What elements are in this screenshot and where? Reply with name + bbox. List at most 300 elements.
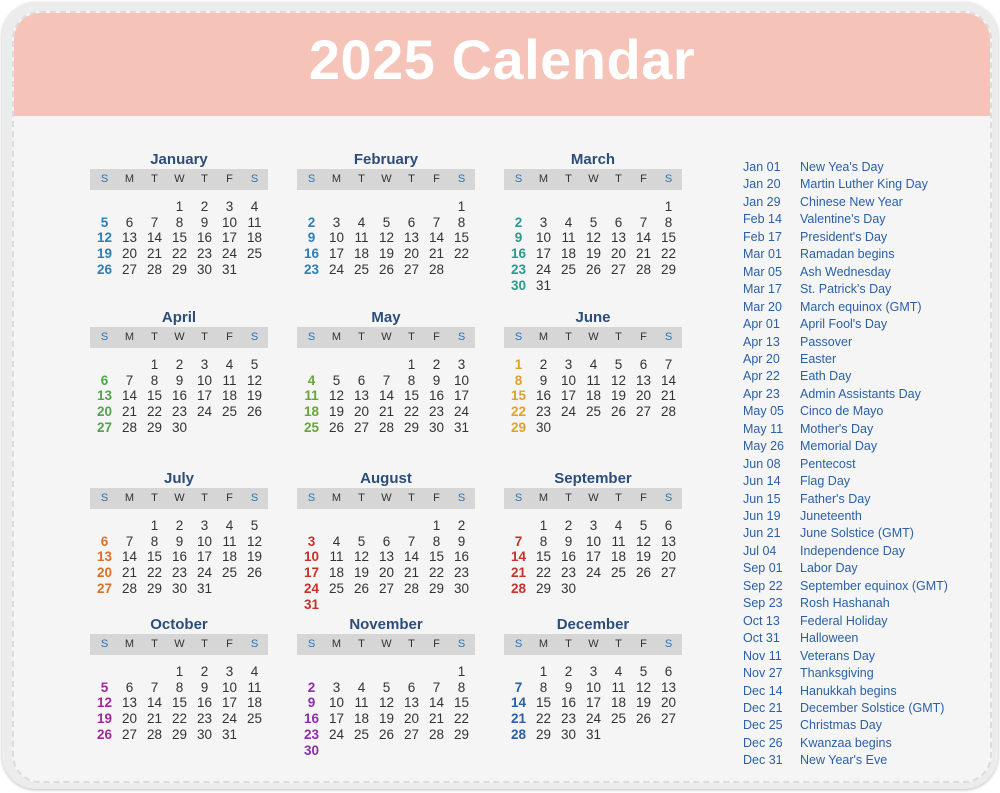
week-row [90, 404, 268, 419]
week-row [504, 199, 682, 214]
day-cell: 9 [175, 372, 184, 388]
day-cell: 24 [303, 580, 320, 596]
holiday-name: Juneteenth [800, 509, 862, 523]
weekday-label: F [433, 331, 440, 343]
day-cell: 16 [535, 388, 552, 404]
day-cell: 23 [171, 404, 188, 420]
day-cell: 4 [332, 533, 341, 549]
weekday-label: F [640, 492, 647, 504]
weekday-label: T [615, 492, 622, 504]
day-cell: 11 [222, 372, 237, 388]
day-cell: 26 [635, 711, 652, 727]
weekday-label: T [151, 173, 158, 185]
holiday-row [743, 316, 992, 333]
day-cell: 5 [250, 518, 259, 533]
calendar-surface [12, 11, 992, 783]
holiday-name: September equinox (GMT) [800, 578, 948, 593]
day-cell: 14 [121, 388, 138, 404]
day-cell: 15 [403, 388, 420, 404]
weekday-label: T [565, 492, 572, 504]
day-cell: 31 [535, 277, 552, 293]
day-cell: 25 [610, 565, 627, 581]
day-cell: 18 [560, 246, 577, 262]
month-name: July [163, 470, 194, 487]
day-cell: 19 [246, 549, 263, 565]
weekday-label: M [331, 638, 342, 650]
day-cell: 13 [96, 549, 113, 565]
day-cell: 5 [250, 357, 259, 372]
day-cell: 4 [225, 357, 234, 372]
day-cell: 20 [660, 549, 677, 565]
day-cell: 26 [378, 726, 395, 742]
holiday-row [743, 648, 992, 665]
day-cell: 30 [560, 726, 577, 742]
day-cell: 29 [146, 580, 163, 596]
weekday-label: T [615, 331, 622, 343]
week-row [504, 581, 682, 596]
day-cell: 23 [560, 711, 577, 727]
day-cell: 26 [585, 261, 602, 277]
day-cell: 28 [510, 726, 527, 742]
day-cell: 2 [175, 518, 184, 533]
day-cell: 27 [121, 726, 138, 742]
day-cell: 25 [353, 726, 370, 742]
day-cell: 3 [457, 357, 466, 372]
weekday-header [504, 327, 682, 348]
day-cell: 15 [146, 388, 163, 404]
day-cell: 27 [121, 261, 138, 277]
day-cell: 12 [328, 388, 345, 404]
day-cell: 24 [328, 726, 345, 742]
day-cell: 11 [354, 695, 369, 711]
day-cell: 28 [428, 261, 445, 277]
weekday-header [297, 327, 475, 348]
day-cell: 3 [332, 679, 341, 695]
day-cell: 9 [200, 679, 209, 695]
day-cell: 20 [96, 565, 113, 581]
holiday-row [743, 334, 992, 351]
day-cell: 2 [432, 357, 441, 372]
weekday-label: T [408, 638, 415, 650]
day-cell: 10 [585, 679, 602, 695]
holiday-name: Veterans Day [800, 648, 876, 663]
day-cell: 23 [535, 404, 552, 420]
day-cell: 3 [200, 518, 209, 533]
day-cell: 13 [353, 388, 370, 404]
weekday-label: T [408, 173, 415, 185]
day-cell: 23 [560, 565, 577, 581]
week-row [297, 727, 475, 742]
day-cell: 8 [539, 533, 548, 549]
week-row [504, 373, 682, 388]
day-cell: 9 [564, 679, 573, 695]
holiday-row [743, 613, 992, 630]
day-cell: 20 [635, 388, 652, 404]
day-cell: 23 [453, 565, 470, 581]
day-cell: 3 [589, 664, 598, 679]
day-cell: 28 [121, 580, 138, 596]
week-row [90, 215, 268, 230]
day-cell: 20 [610, 246, 627, 262]
weekday-header [90, 327, 268, 348]
day-cell: 26 [610, 404, 627, 420]
holiday-row [743, 229, 992, 246]
day-cell: 10 [560, 372, 577, 388]
day-cell: 6 [100, 533, 109, 549]
weekday-label: T [358, 492, 365, 504]
day-cell: 6 [100, 372, 109, 388]
weekday-label: M [538, 492, 549, 504]
weekday-label: M [538, 331, 549, 343]
day-cell: 6 [639, 357, 648, 372]
day-cell: 21 [378, 404, 395, 420]
day-cell: 27 [660, 565, 677, 581]
day-cell: 3 [564, 357, 573, 372]
holiday-row [743, 543, 992, 560]
day-cell: 27 [403, 726, 420, 742]
weekday-label: W [588, 173, 599, 185]
holiday-name: June Solstice (GMT) [800, 526, 914, 541]
day-cell: 8 [150, 533, 159, 549]
holiday-row [743, 211, 992, 228]
day-cell: 19 [378, 246, 395, 262]
day-cell: 30 [535, 419, 552, 435]
day-cell: 11 [222, 533, 237, 549]
week-row [504, 357, 682, 372]
day-cell: 16 [171, 388, 188, 404]
day-cell: 7 [664, 357, 673, 372]
week-row [297, 404, 475, 419]
day-cell: 8 [407, 372, 416, 388]
day-cell: 14 [428, 230, 445, 246]
day-cell: 28 [428, 726, 445, 742]
mouse-pad [2, 2, 998, 789]
day-cell: 1 [150, 357, 159, 372]
day-cell: 7 [407, 533, 416, 549]
day-cell: 11 [611, 533, 626, 549]
day-cell: 17 [303, 565, 320, 581]
day-cell: 30 [560, 580, 577, 596]
day-cell: 6 [125, 679, 134, 695]
holiday-name: Ash Wednesday [800, 264, 891, 279]
day-cell: 18 [246, 695, 263, 711]
calendar-title: 2025 Calendar [308, 28, 696, 91]
weekday-label: T [565, 638, 572, 650]
day-cell: 3 [225, 664, 234, 679]
day-cell: 17 [453, 388, 470, 404]
month-name: October [150, 616, 208, 633]
month-name: March [570, 151, 616, 168]
day-cell: 15 [453, 695, 470, 711]
day-cell: 22 [660, 246, 677, 262]
weekday-label: W [588, 331, 599, 343]
holiday-name: Pentecost [800, 456, 856, 471]
holiday-name: Ramadan begins [800, 247, 895, 262]
day-cell: 27 [353, 419, 370, 435]
holiday-name: New Yea's Day [800, 160, 884, 174]
day-cell: 17 [221, 230, 238, 246]
day-cell: 2 [564, 664, 573, 679]
day-cell: 23 [171, 565, 188, 581]
weekday-label: T [151, 492, 158, 504]
day-cell: 1 [432, 518, 441, 533]
week-row [504, 246, 682, 261]
week-row [90, 246, 268, 261]
weekday-label: S [664, 638, 673, 650]
week-row [504, 664, 682, 679]
day-cell: 22 [171, 711, 188, 727]
week-row [90, 711, 268, 726]
holiday-row [743, 717, 992, 734]
day-cell: 2 [200, 664, 209, 679]
day-cell: 15 [535, 549, 552, 565]
day-cell: 25 [353, 261, 370, 277]
day-cell: 13 [660, 679, 677, 695]
week-row [90, 420, 268, 435]
day-cell: 6 [664, 664, 673, 679]
holiday-date: May 05 [743, 404, 784, 419]
weekday-label: T [358, 638, 365, 650]
weekday-label: S [664, 331, 673, 343]
day-cell: 15 [510, 388, 527, 404]
month-name: April [161, 309, 197, 326]
weekday-label: M [331, 173, 342, 185]
day-cell: 12 [246, 372, 263, 388]
holiday-row [743, 456, 992, 473]
weekday-label: W [174, 173, 185, 185]
holiday-date: Mar 20 [743, 299, 782, 314]
day-cell: 28 [378, 419, 395, 435]
week-row [90, 695, 268, 710]
day-cell: 8 [150, 372, 159, 388]
weekday-label: T [201, 331, 208, 343]
day-cell: 29 [660, 261, 677, 277]
day-cell: 29 [453, 726, 470, 742]
day-cell: 1 [175, 664, 184, 679]
holiday-date: Feb 17 [743, 229, 782, 244]
weekday-label: M [124, 331, 135, 343]
day-cell: 5 [614, 357, 623, 372]
day-cell: 1 [457, 199, 466, 214]
holiday-row [743, 473, 992, 490]
weekday-header [297, 488, 475, 509]
day-cell: 4 [307, 372, 316, 388]
weekday-label: F [640, 331, 647, 343]
day-cell: 24 [453, 404, 470, 420]
day-cell: 31 [303, 596, 320, 612]
weekday-label: M [124, 638, 135, 650]
holiday-date: Apr 01 [743, 317, 780, 332]
week-row [90, 518, 268, 533]
day-cell: 24 [196, 404, 213, 420]
holiday-row [743, 264, 992, 281]
week-row [504, 727, 682, 742]
weekday-label: F [433, 492, 440, 504]
weekday-label: S [250, 331, 259, 343]
day-cell: 18 [221, 549, 238, 565]
day-cell: 4 [564, 214, 573, 230]
weekday-label: T [201, 492, 208, 504]
day-cell: 14 [510, 549, 527, 565]
day-cell: 27 [660, 711, 677, 727]
weekday-label: S [100, 638, 109, 650]
day-cell: 7 [125, 372, 134, 388]
day-cell: 10 [453, 372, 470, 388]
holiday-name: Flag Day [800, 474, 851, 489]
holiday-name: Cinco de Mayo [800, 404, 884, 419]
holiday-name: Federal Holiday [800, 613, 888, 628]
weekday-label: F [226, 173, 233, 185]
holiday-date: Oct 13 [743, 613, 780, 628]
holiday-row [743, 386, 992, 403]
day-cell: 11 [561, 230, 576, 246]
day-cell: 19 [353, 565, 370, 581]
day-cell: 10 [303, 549, 320, 565]
day-cell: 13 [378, 549, 395, 565]
weekday-label: T [358, 331, 365, 343]
day-cell: 14 [403, 549, 420, 565]
day-cell: 21 [510, 711, 527, 727]
day-cell: 3 [332, 214, 341, 230]
holiday-date: Mar 17 [743, 282, 782, 297]
day-cell: 13 [635, 372, 652, 388]
day-cell: 13 [660, 533, 677, 549]
day-cell: 19 [585, 246, 602, 262]
day-cell: 29 [403, 419, 420, 435]
day-cell: 17 [585, 695, 602, 711]
day-cell: 6 [664, 518, 673, 533]
day-cell: 21 [635, 246, 652, 262]
day-cell: 17 [196, 388, 213, 404]
day-cell: 2 [200, 199, 209, 214]
day-cell: 12 [635, 679, 652, 695]
day-cell: 22 [453, 711, 470, 727]
day-cell: 7 [514, 533, 523, 549]
holiday-row [743, 281, 992, 298]
week-row [504, 695, 682, 710]
holiday-name: Admin Assistants Day [800, 386, 921, 401]
day-cell: 26 [96, 726, 113, 742]
holiday-name: New Year's Eve [800, 753, 888, 768]
day-cell: 25 [328, 580, 345, 596]
day-cell: 30 [196, 726, 213, 742]
week-row [504, 565, 682, 580]
weekday-label: T [151, 331, 158, 343]
day-cell: 8 [432, 533, 441, 549]
day-cell: 12 [378, 230, 395, 246]
holiday-date: Jun 14 [743, 474, 781, 489]
day-cell: 4 [614, 664, 623, 679]
day-cell: 25 [246, 711, 263, 727]
weekday-label: S [514, 173, 523, 185]
holiday-date: Jun 19 [743, 509, 781, 523]
holiday-name: Passover [800, 334, 853, 349]
week-row [504, 262, 682, 277]
day-cell: 18 [610, 695, 627, 711]
week-row [297, 388, 475, 403]
day-cell: 26 [246, 404, 263, 420]
week-row [297, 262, 475, 277]
day-cell: 1 [457, 664, 466, 679]
holiday-date: Nov 27 [743, 666, 783, 681]
day-cell: 30 [171, 580, 188, 596]
week-row [504, 404, 682, 419]
day-cell: 9 [514, 230, 523, 246]
weekday-header [504, 488, 682, 509]
day-cell: 1 [539, 518, 548, 533]
weekday-label: S [100, 331, 109, 343]
holiday-date: Jan 01 [743, 160, 781, 174]
weekday-label: T [358, 173, 365, 185]
day-cell: 31 [196, 580, 213, 596]
day-cell: 19 [246, 388, 263, 404]
day-cell: 9 [200, 214, 209, 230]
day-cell: 26 [96, 261, 113, 277]
week-row [90, 727, 268, 742]
weekday-label: M [538, 173, 549, 185]
week-row [504, 534, 682, 549]
holiday-name: Labor Day [800, 561, 858, 576]
day-cell: 7 [125, 533, 134, 549]
holiday-date: Jan 20 [743, 177, 781, 192]
month-name: November [349, 616, 423, 633]
weekday-label: W [174, 331, 185, 343]
day-cell: 20 [660, 695, 677, 711]
day-cell: 24 [221, 711, 238, 727]
day-cell: 7 [639, 214, 648, 230]
weekday-label: S [250, 492, 259, 504]
day-cell: 6 [357, 372, 366, 388]
day-cell: 21 [428, 711, 445, 727]
holiday-row [743, 421, 992, 438]
day-cell: 20 [121, 246, 138, 262]
holiday-name: Easter [800, 351, 837, 366]
day-cell: 6 [614, 214, 623, 230]
day-cell: 19 [328, 404, 345, 420]
weekday-label: T [408, 331, 415, 343]
day-cell: 19 [635, 549, 652, 565]
day-cell: 8 [175, 679, 184, 695]
day-cell: 29 [171, 726, 188, 742]
week-row [297, 743, 475, 758]
day-cell: 24 [221, 246, 238, 262]
day-cell: 7 [432, 679, 441, 695]
day-cell: 25 [585, 404, 602, 420]
week-row [90, 534, 268, 549]
weekday-label: M [124, 492, 135, 504]
day-cell: 24 [585, 711, 602, 727]
holiday-row [743, 176, 992, 193]
week-row [504, 711, 682, 726]
week-row [90, 581, 268, 596]
day-cell: 21 [146, 711, 163, 727]
weekday-label: S [514, 492, 523, 504]
day-cell: 22 [510, 404, 527, 420]
week-row [297, 199, 475, 214]
day-cell: 1 [664, 199, 673, 214]
weekday-label: S [664, 173, 673, 185]
day-cell: 27 [635, 404, 652, 420]
day-cell: 31 [453, 419, 470, 435]
day-cell: 27 [96, 419, 113, 435]
day-cell: 21 [121, 404, 138, 420]
weekday-label: S [307, 331, 316, 343]
week-row [297, 373, 475, 388]
day-cell: 5 [332, 372, 341, 388]
day-cell: 19 [96, 246, 113, 262]
week-row [297, 565, 475, 580]
weekday-label: W [174, 492, 185, 504]
